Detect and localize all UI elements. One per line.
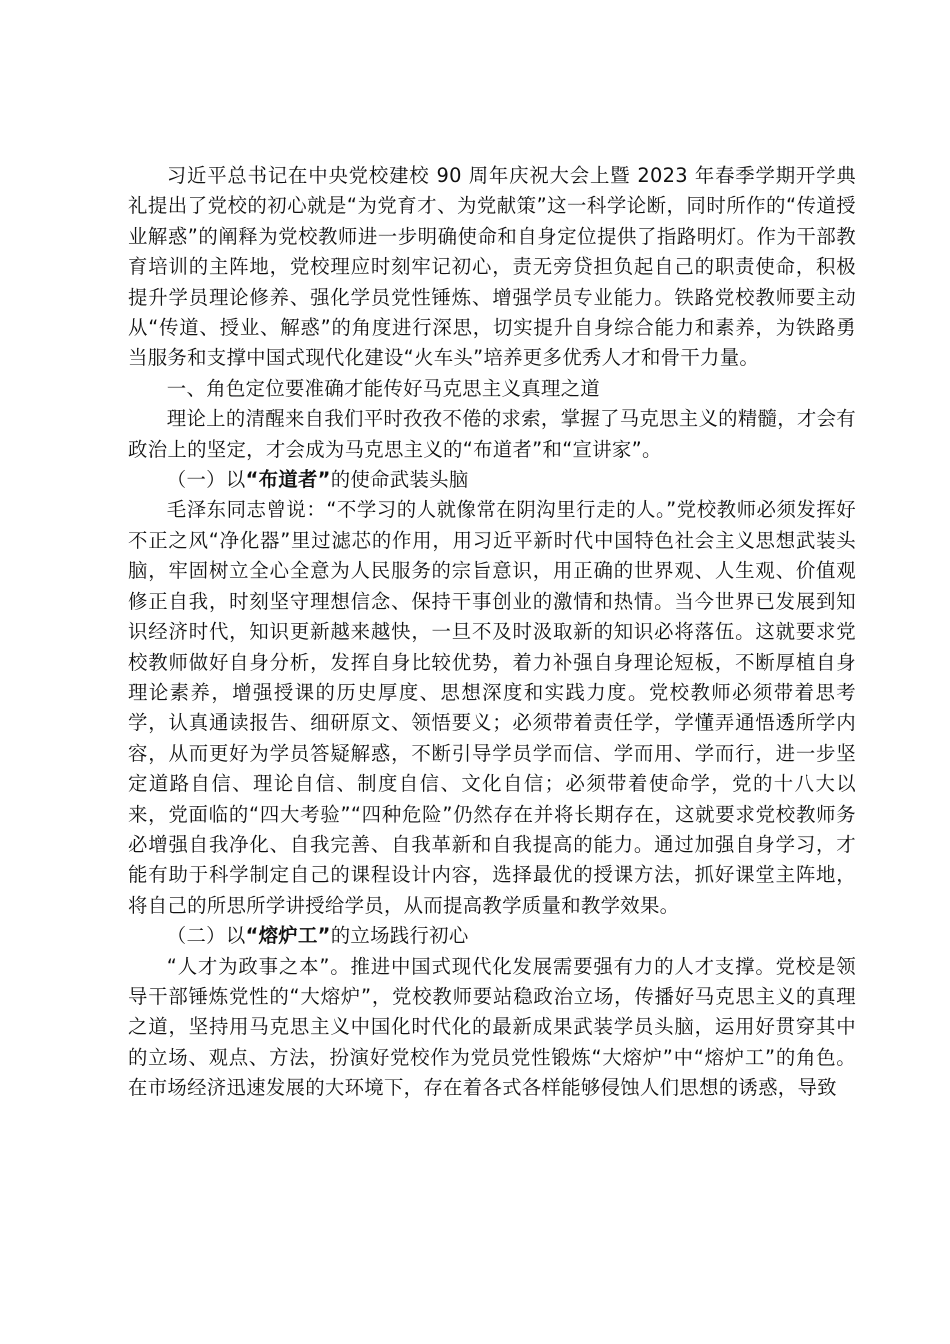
sub-heading-2-suffix: 的立场践行初心 — [330, 924, 469, 948]
sub-heading-1-keyword: “布道者” — [245, 468, 331, 492]
sub-heading-2-prefix: （二）以 — [166, 924, 246, 948]
intro-paragraph: 习近平总书记在中央党校建校 90 周年庆祝大会上暨 2023 年春季学期开学典礼提出了党校的初心就是“为党育才、为党献策”这一科学论断，同时所作的“传道授业解惑”的阐释为党校教师进一步明确使命和自身定位提供了指路明灯。作为干部教育培训的主阵地，党校理应时刻牢记初心，责无旁贷担负起自己的职责使命，积极提升学员理论修养、强化学员党性锤炼、增强学员专业能力。铁路党校教师要主动从“传道、授业、解惑”的角度进行深思，切实提升自身综合能力和素养，为铁路勇当服务和支撑中国式现代化建设“火车头”培养更多优秀人才和骨干力量。 — [128, 164, 856, 370]
sub-heading-2 — [128, 921, 856, 951]
sub-heading-1-suffix: 的使命武装头脑 — [330, 468, 469, 492]
section-heading-1: 一、角色定位要准确才能传好马克思主义真理之道 — [166, 376, 600, 400]
section-1-paragraph: 理论上的清醒来自我们平时孜孜不倦的求索，掌握了马克思主义的精髓，才会有政治上的坚定，才会成为马克思主义的“布道者”和“宣讲家”。 — [128, 407, 856, 461]
sub-section-1-paragraph: 毛泽东同志曾说：“不学习的人就像常在阴沟里行走的人。”党校教师必须发挥好不正之风“净化器”里过滤芯的作用，用习近平新时代中国特色社会主义思想武装头脑，牢固树立全心全意为人民服务的宗旨意识，用正确的世界观、人生观、价值观修正自我，时刻坚守理想信念、保持干事创业的激情和热情。当今世界已发展到知识经济时代，知识更新越来越快，一旦不及时汲取新的知识必将落伍。这就要求党校教师做好自身分析，发挥自身比较优势，着力补强自身理论短板，不断厚植自身理论素养，增强授课的历史厚度、思想深度和实践力度。党校教师必须带着思考学，认真通读报告、细研原文、领悟要义；必须带着责任学，学懂弄通悟透所学内容，从而更好为学员答疑解惑，不断引导学员学而信、学而用、学而行，进一步坚定道路自信、理论自信、制度自信、文化自信；必须带着使命学，党的十八大以来，党面临的“四大考验”“四种危险”仍然存在并将长期存在，这就要求党校教师务必增强自我净化、自我完善、自我革新和自我提高的能力。通过加强自身学习，才能有助于科学制定自己的课程设计内容，选择最优的授课方法，抓好课堂主阵地，将自己的所思所学讲授给学员，从而提高教学质量和教学效果。 — [128, 498, 856, 917]
document-body — [128, 161, 856, 1104]
sub-heading-2-keyword: “熔炉工” — [245, 924, 331, 948]
sub-heading-1 — [128, 465, 856, 495]
sub-section-2-paragraph: “人才为政事之本”。推进中国式现代化发展需要强有力的人才支撑。党校是领导干部锤炼党性的“大熔炉”，党校教师要站稳政治立场，传播好马克思主义的真理之道，坚持用马克思主义中国化时代化的最新成果武装学员头脑，运用好贯穿其中的立场、观点、方法，扮演好党校作为党员党性锻炼“大熔炉”中“熔炉工”的角色。在市场经济迅速发展的大环境下，存在着各式各样能够侵蚀人们思想的诱惑，导致 — [128, 954, 856, 1100]
sub-heading-1-prefix: （一）以 — [166, 468, 246, 492]
